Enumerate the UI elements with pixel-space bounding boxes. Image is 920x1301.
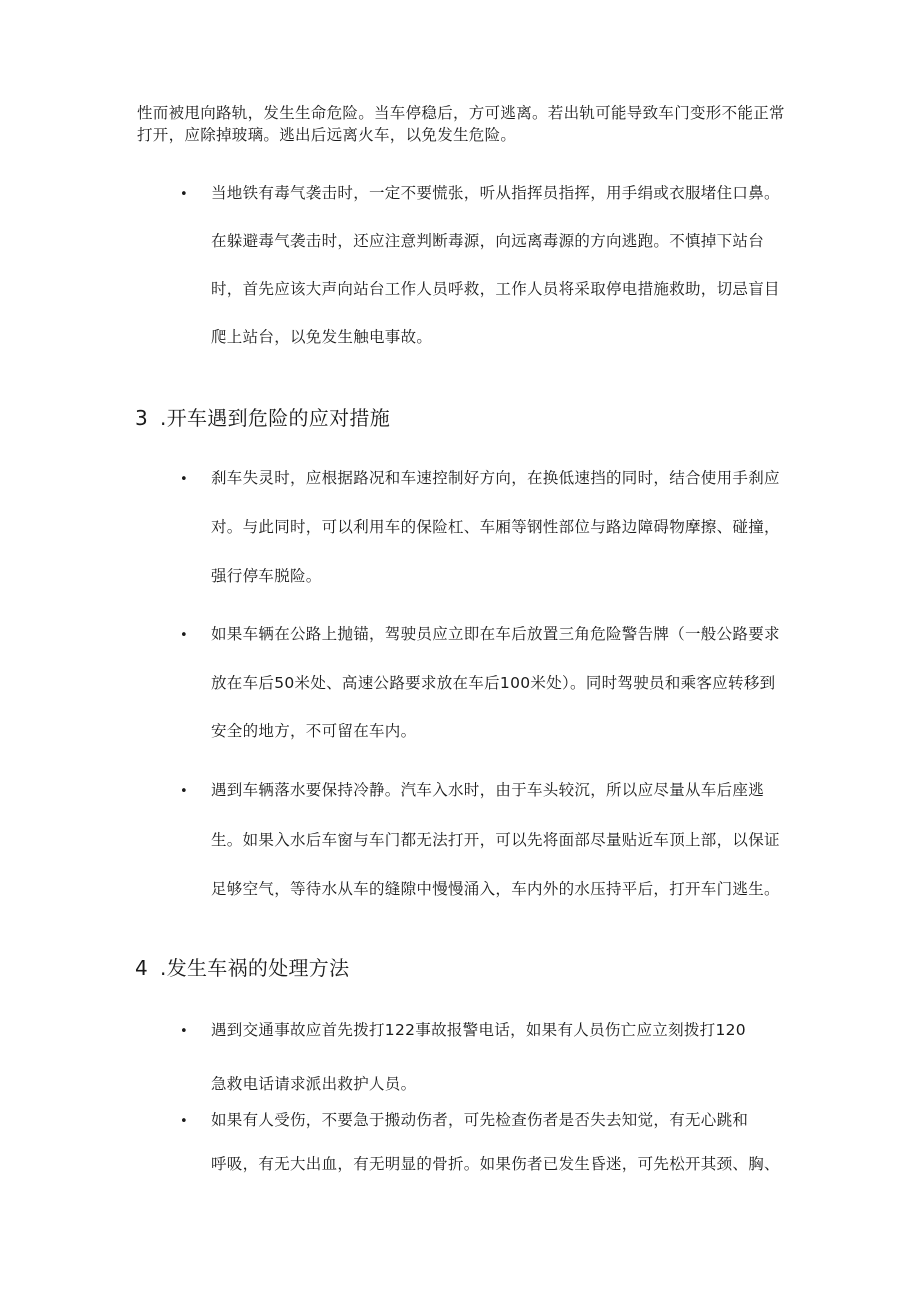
bullet-icon: • <box>180 1024 188 1039</box>
s3-item1-line-1: 刹车失灵时，应根据路况和车速控制好方向，在换低速挡的同时，结合使用手刹应 <box>211 469 780 487</box>
s3-item2-line-2: 放在车后50米处、高速公路要求放在车后100米处）。同时驾驶员和乘客应转移到 <box>211 674 776 692</box>
s3-item2-line-3: 安全的地方，不可留在车内。 <box>211 722 417 740</box>
section-3-title: .开车遇到危险的应对措施 <box>160 406 390 430</box>
bullet-icon: • <box>180 784 188 799</box>
section-3-number: 3 <box>135 406 149 430</box>
s3-item1-line-2: 对。与此同时，可以利用车的保险杠、车厢等钢性部位与路边障碍物摩擦、碰撞， <box>211 518 780 536</box>
section-4-number: 4 <box>135 956 149 980</box>
s3-item2-line-1: 如果车辆在公路上抛锚，驾驶员应立即在车后放置三角危险警告牌（一般公路要求 <box>211 625 780 643</box>
s3-item3-line-2: 生。如果入水后车窗与车门都无法打开，可以先将面部尽量贴近车顶上部，以保证 <box>211 831 780 849</box>
section-3-heading <box>135 405 390 431</box>
section-4-heading <box>135 955 349 981</box>
bullet-icon: • <box>180 628 188 643</box>
bullet-icon: • <box>180 472 188 487</box>
block1-line-2: 在躲避毒气袭击时，还应注意判断毒源，向远离毒源的方向逃跑。不慎掉下站台 <box>211 232 765 250</box>
s4-item1-line-2: 急救电话请求派出救护人员。 <box>211 1075 417 1093</box>
block1-line-1: 当地铁有毒气袭击时，一定不要慌张，听从指挥员指挥，用手绢或衣服堵住口鼻。 <box>211 184 780 202</box>
intro-line-2: 打开，应除掉玻璃。逃出后远离火车，以免发生危险。 <box>137 126 517 144</box>
bullet-icon: • <box>180 1114 188 1129</box>
block1-line-3: 时，首先应该大声向站台工作人员呼救，工作人员将采取停电措施救助，切忌盲目 <box>211 280 780 298</box>
section-4-title: .发生车祸的处理方法 <box>160 956 350 980</box>
intro-line-1: 性而被甩向路轨，发生生命危险。当车停稳后，方可逃离。若出轨可能导致车门变形不能正常 <box>137 104 785 122</box>
s3-item3-line-1: 遇到车辆落水要保持冷静。汽车入水时，由于车头较沉，所以应尽量从车后座逃 <box>211 781 765 799</box>
s4-item2-line-1: 如果有人受伤，不要急于搬动伤者，可先检查伤者是否失去知觉，有无心跳和 <box>211 1111 749 1129</box>
s3-item3-line-3: 足够空气，等待水从车的缝隙中慢慢涌入，车内外的水压持平后，打开车门逃生。 <box>211 880 780 898</box>
s3-item1-line-3: 强行停车脱险。 <box>211 567 322 585</box>
block1-line-4: 爬上站台，以免发生触电事故。 <box>211 328 433 346</box>
s4-item1-line-1: 遇到交通事故应首先拨打122事故报警电话，如果有人员伤亡应立刻拨打120 <box>211 1021 746 1039</box>
bullet-icon: • <box>180 187 188 202</box>
s4-item2-line-2: 呼吸，有无大出血，有无明显的骨折。如果伤者已发生昏迷，可先松开其颈、胸、 <box>211 1155 780 1173</box>
